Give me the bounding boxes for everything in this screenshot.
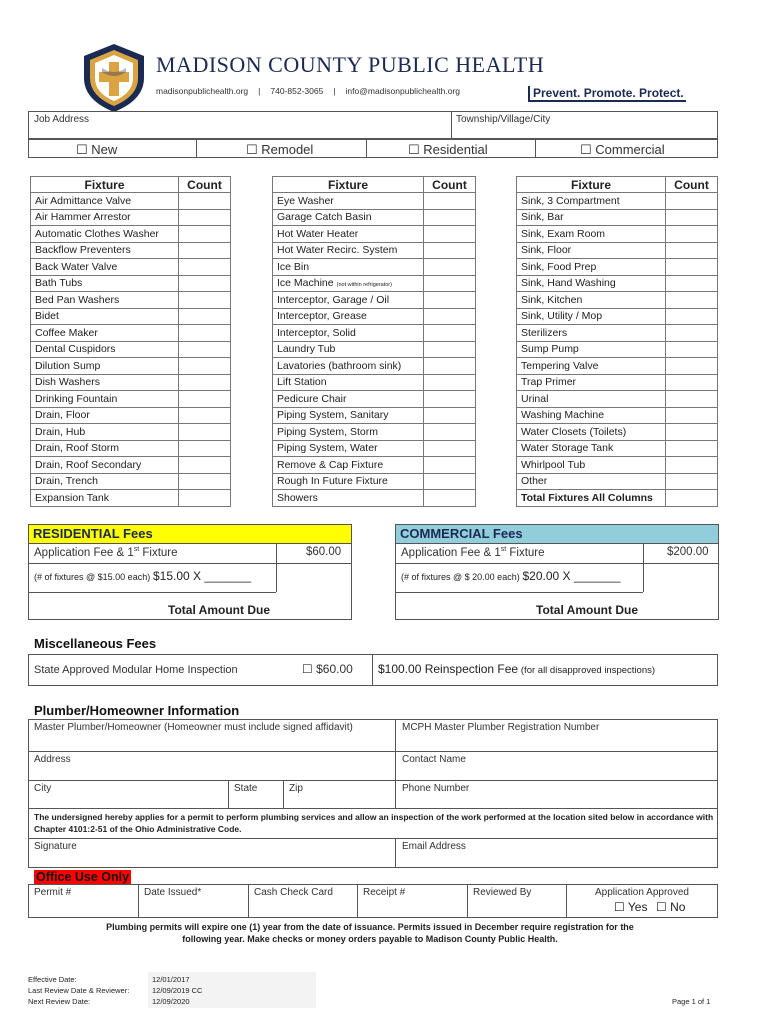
fixture-header: Fixture <box>31 177 179 193</box>
count-input[interactable] <box>666 193 718 210</box>
phone-text: 740-852-3065 <box>270 86 324 96</box>
fixture-row <box>517 308 718 325</box>
tagline: Prevent. Promote. Protect. <box>528 86 686 102</box>
address-label[interactable]: Address <box>34 754 71 765</box>
count-input[interactable] <box>179 242 231 259</box>
fixture-name: Sink, Exam Room <box>517 226 666 243</box>
fixture-row <box>31 259 231 276</box>
fixture-row <box>31 358 231 375</box>
master-plumber-label[interactable]: Master Plumber/Homeowner (Homeowner must include signed affidavit) <box>34 722 353 733</box>
total-fixtures-label: Total Fixtures All Columns <box>517 490 666 507</box>
count-input[interactable] <box>179 440 231 457</box>
count-input[interactable] <box>666 292 718 309</box>
expiration-notice: Plumbing permits will expire one (1) year from the date of issuance. Permits issued in December require registration for the following year. Make checks or money orders payable to Madison County Public Health. <box>106 922 634 944</box>
fixture-row <box>273 490 476 507</box>
fixture-row <box>517 391 718 408</box>
commercial-app-fee-label: Application Fee & 1st Fixture <box>401 546 545 559</box>
fixture-name: Drain, Roof Storm <box>31 440 179 457</box>
count-input[interactable] <box>179 391 231 408</box>
fixture-row <box>517 226 718 243</box>
total-fixtures-count[interactable] <box>666 490 718 507</box>
fixture-name: Trap Primer <box>517 374 666 391</box>
fixture-row <box>273 226 476 243</box>
payment-method-label: Cash Check Card <box>254 887 333 898</box>
fixture-name: Ice Machine (not within refrigerator) <box>273 275 424 292</box>
fixture-name: Sink, Food Prep <box>517 259 666 276</box>
organization-logo <box>78 42 150 114</box>
count-input[interactable] <box>424 308 476 325</box>
page-number: Page 1 of 1 <box>672 997 711 1006</box>
fixture-name: Drinking Fountain <box>31 391 179 408</box>
fixture-row <box>31 490 231 507</box>
fixture-name: Drain, Floor <box>31 407 179 424</box>
count-input[interactable] <box>666 308 718 325</box>
fixture-name: Whirlpool Tub <box>517 457 666 474</box>
count-input[interactable] <box>666 473 718 490</box>
fixture-name: Automatic Clothes Washer <box>31 226 179 243</box>
commercial-per-fixture[interactable]: (# of fixtures @ $ 20.00 each) $20.00 X _______ <box>401 569 621 583</box>
fixture-row <box>31 391 231 408</box>
mcph-registration-label[interactable]: MCPH Master Plumber Registration Number <box>402 722 600 733</box>
count-input[interactable] <box>666 325 718 342</box>
fixture-row <box>517 292 718 309</box>
count-input[interactable] <box>424 325 476 342</box>
signature-label[interactable]: Signature <box>34 841 77 852</box>
commercial-app-fee: $200.00 <box>667 546 709 558</box>
count-input[interactable] <box>666 341 718 358</box>
count-input[interactable] <box>179 407 231 424</box>
fixture-name: Drain, Roof Secondary <box>31 457 179 474</box>
fixture-name: Rough In Future Fixture <box>273 473 424 490</box>
fixture-name: Piping System, Storm <box>273 424 424 441</box>
fixture-row <box>31 374 231 391</box>
fixture-row <box>31 275 231 292</box>
count-input[interactable] <box>179 473 231 490</box>
count-header: Count <box>179 177 231 193</box>
reinspection-fee: $100.00 Reinspection Fee (for all disapproved inspections) <box>378 662 656 676</box>
count-input[interactable] <box>666 226 718 243</box>
fixture-header: Fixture <box>273 177 424 193</box>
fixture-row <box>517 424 718 441</box>
count-input[interactable] <box>424 193 476 210</box>
fixture-name: Ice Bin <box>273 259 424 276</box>
fixture-row <box>273 325 476 342</box>
fixture-row <box>31 424 231 441</box>
fixture-name: Drain, Trench <box>31 473 179 490</box>
fixture-name: Remove & Cap Fixture <box>273 457 424 474</box>
count-input[interactable] <box>179 209 231 226</box>
count-input[interactable] <box>179 358 231 375</box>
fixture-row <box>273 358 476 375</box>
fixture-row <box>517 440 718 457</box>
application-approved-label: Application Approved <box>595 887 689 898</box>
count-header: Count <box>666 177 718 193</box>
fixture-name: Bidet <box>31 308 179 325</box>
fixture-name: Sink, Floor <box>517 242 666 259</box>
count-input[interactable] <box>179 490 231 507</box>
fixture-table-3 <box>516 176 718 507</box>
count-input[interactable] <box>424 374 476 391</box>
count-input[interactable] <box>179 308 231 325</box>
next-review-label: Next Review Date: <box>28 997 91 1006</box>
job-address-box[interactable] <box>28 111 718 139</box>
fixture-name: Sink, Bar <box>517 209 666 226</box>
count-input[interactable] <box>666 209 718 226</box>
fixture-row <box>517 275 718 292</box>
fixture-row <box>31 440 231 457</box>
fixture-name: Washing Machine <box>517 407 666 424</box>
fixture-row <box>517 341 718 358</box>
city-label[interactable]: City <box>34 783 52 794</box>
fixture-row <box>31 341 231 358</box>
fixture-name: Water Closets (Toilets) <box>517 424 666 441</box>
fixture-row <box>31 308 231 325</box>
fixture-name: Drain, Hub <box>31 424 179 441</box>
fixture-name: Lavatories (bathroom sink) <box>273 358 424 375</box>
fixture-row <box>273 259 476 276</box>
fixture-row <box>273 341 476 358</box>
count-input[interactable] <box>666 259 718 276</box>
count-input[interactable] <box>424 440 476 457</box>
plumber-info-box <box>28 719 718 868</box>
fixture-row <box>517 242 718 259</box>
fixture-table-1 <box>30 176 231 507</box>
count-input[interactable] <box>424 424 476 441</box>
website-text: madisonpublichealth.org <box>156 86 249 96</box>
total-fixtures-row <box>517 490 718 507</box>
count-input[interactable] <box>424 292 476 309</box>
fixture-name: Interceptor, Garage / Oil <box>273 292 424 309</box>
count-input[interactable] <box>179 341 231 358</box>
fixture-row <box>517 209 718 226</box>
commercial-total-label: Total Amount Due <box>536 603 638 617</box>
fixture-row <box>31 457 231 474</box>
fixture-name: Lift Station <box>273 374 424 391</box>
email-address-label[interactable]: Email Address <box>402 841 466 852</box>
count-input[interactable] <box>666 391 718 408</box>
fixture-name: Showers <box>273 490 424 507</box>
fixture-name: Bath Tubs <box>31 275 179 292</box>
fixture-row <box>517 457 718 474</box>
count-input[interactable] <box>666 440 718 457</box>
count-input[interactable] <box>424 407 476 424</box>
fixture-name: Interceptor, Solid <box>273 325 424 342</box>
state-label[interactable]: State <box>234 783 258 794</box>
fixture-row <box>273 424 476 441</box>
contact-name-label[interactable]: Contact Name <box>402 754 466 765</box>
residential-app-fee: $60.00 <box>306 546 342 558</box>
fixture-row <box>517 374 718 391</box>
count-input[interactable] <box>179 457 231 474</box>
fixture-name: Eye Washer <box>273 193 424 210</box>
fixture-row <box>517 259 718 276</box>
count-input[interactable] <box>666 424 718 441</box>
office-use-title: Office Use Only <box>36 870 130 884</box>
fixture-row <box>273 308 476 325</box>
approved-yes-checkbox[interactable]: ☐ Yes <box>614 900 648 914</box>
date-issued-label: Date Issued* <box>144 887 202 898</box>
fixture-name: Piping System, Sanitary <box>273 407 424 424</box>
permit-number-label: Permit # <box>34 887 72 898</box>
fixture-name: Garage Catch Basin <box>273 209 424 226</box>
fixture-name: Bed Pan Washers <box>31 292 179 309</box>
fixture-row <box>31 242 231 259</box>
fixture-name: Hot Water Heater <box>273 226 424 243</box>
commercial-checkbox[interactable]: ☐ Commercial <box>580 142 665 157</box>
fixture-name: Water Storage Tank <box>517 440 666 457</box>
count-input[interactable] <box>179 325 231 342</box>
approved-no-checkbox[interactable]: ☐ No <box>656 900 686 914</box>
fixture-name: Expansion Tank <box>31 490 179 507</box>
fixture-row <box>273 242 476 259</box>
fixture-name: Interceptor, Grease <box>273 308 424 325</box>
count-input[interactable] <box>179 275 231 292</box>
fixture-name: Sink, Utility / Mop <box>517 308 666 325</box>
count-input[interactable] <box>179 193 231 210</box>
modular-inspection-checkbox[interactable]: ☐ $60.00 <box>302 662 353 676</box>
fixture-name: Sink, 3 Compartment <box>517 193 666 210</box>
organization-name: MADISON COUNTY PUBLIC HEALTH <box>156 52 545 77</box>
job-address-label: Job Address <box>34 114 90 125</box>
count-input[interactable] <box>424 275 476 292</box>
fixture-name: Sink, Hand Washing <box>517 275 666 292</box>
email-text: info@madisonpublichealth.org <box>345 86 461 96</box>
last-review-date: 12/09/2019 CC <box>152 986 203 995</box>
count-input[interactable] <box>424 259 476 276</box>
fixture-name: Piping System, Water <box>273 440 424 457</box>
count-input[interactable] <box>666 407 718 424</box>
fixture-row <box>31 193 231 210</box>
fixture-row <box>31 473 231 490</box>
count-input[interactable] <box>666 358 718 375</box>
fixture-row <box>31 325 231 342</box>
new-checkbox[interactable]: ☐ New <box>76 142 118 157</box>
fixture-row <box>273 457 476 474</box>
fixture-row <box>273 391 476 408</box>
fixture-name: Pedicure Chair <box>273 391 424 408</box>
count-input[interactable] <box>424 242 476 259</box>
count-input[interactable] <box>424 358 476 375</box>
plumber-info-title: Plumber/Homeowner Information <box>34 703 240 718</box>
fixture-row <box>517 407 718 424</box>
fixture-name: Back Water Valve <box>31 259 179 276</box>
count-input[interactable] <box>424 341 476 358</box>
count-input[interactable] <box>179 226 231 243</box>
count-input[interactable] <box>424 457 476 474</box>
fixture-name: Air Admittance Valve <box>31 193 179 210</box>
fixture-row <box>273 473 476 490</box>
fixture-name: Sump Pump <box>517 341 666 358</box>
fixture-name: Sterilizers <box>517 325 666 342</box>
zip-label[interactable]: Zip <box>289 783 303 794</box>
fixture-name: Urinal <box>517 391 666 408</box>
count-input[interactable] <box>424 391 476 408</box>
commercial-fees-title: COMMERCIAL Fees <box>396 525 718 543</box>
count-input[interactable] <box>666 242 718 259</box>
count-input[interactable] <box>179 374 231 391</box>
effective-date-label: Effective Date: <box>28 975 77 984</box>
count-input[interactable] <box>424 209 476 226</box>
fixture-row <box>273 407 476 424</box>
fixture-header: Fixture <box>517 177 666 193</box>
fixture-name: Sink, Kitchen <box>517 292 666 309</box>
fixture-name: Tempering Valve <box>517 358 666 375</box>
residential-checkbox[interactable]: ☐ Residential <box>408 142 488 157</box>
fixture-row <box>273 209 476 226</box>
residential-total-label: Total Amount Due <box>168 603 270 617</box>
fixture-row <box>31 226 231 243</box>
fixture-table-2 <box>272 176 476 507</box>
misc-fees-title: Miscellaneous Fees <box>34 636 157 651</box>
contact-line: madisonpublichealth.org | 740-852-3065 | info@madisonpublichealth.org <box>156 86 461 96</box>
next-review-date: 12/09/2020 <box>152 997 190 1006</box>
fixture-row <box>517 193 718 210</box>
phone-number-label[interactable]: Phone Number <box>402 783 470 794</box>
count-input[interactable] <box>179 424 231 441</box>
modular-inspection-label: State Approved Modular Home Inspection <box>34 664 238 676</box>
fixture-name: Dilution Sump <box>31 358 179 375</box>
count-header: Count <box>424 177 476 193</box>
fixture-row <box>273 193 476 210</box>
fixture-name: Backflow Preventers <box>31 242 179 259</box>
residential-app-fee-label: Application Fee & 1st Fixture <box>34 546 178 559</box>
fixture-row <box>273 292 476 309</box>
fixture-row <box>31 209 231 226</box>
remodel-checkbox[interactable]: ☐ Remodel <box>246 142 314 157</box>
count-input[interactable] <box>179 259 231 276</box>
fixture-row <box>517 473 718 490</box>
fixture-name: Dish Washers <box>31 374 179 391</box>
receipt-number-label: Receipt # <box>363 887 406 898</box>
fixture-name: Hot Water Recirc. System <box>273 242 424 259</box>
count-input[interactable] <box>666 275 718 292</box>
declaration-text: The undersigned hereby applies for a permit to perform plumbing services and allow an inspection of the work performed at the location sited below in accordance with Chapter 4101:2-51 of the Ohio Administrative Code. <box>34 812 714 834</box>
fixture-name: Coffee Maker <box>31 325 179 342</box>
fixture-row <box>517 325 718 342</box>
count-input[interactable] <box>666 457 718 474</box>
fixture-row <box>273 374 476 391</box>
fixture-row <box>273 275 476 292</box>
fixture-row <box>31 292 231 309</box>
residential-fees-title: RESIDENTIAL Fees <box>29 525 351 543</box>
fixture-name: Laundry Tub <box>273 341 424 358</box>
fixture-row <box>31 407 231 424</box>
residential-per-fixture[interactable]: (# of fixtures @ $15.00 each) $15.00 X _______ <box>34 569 252 583</box>
count-input[interactable] <box>179 292 231 309</box>
fixture-name: Dental Cuspidors <box>31 341 179 358</box>
reviewed-by-label: Reviewed By <box>473 887 532 898</box>
count-input[interactable] <box>666 374 718 391</box>
fixture-name: Other <box>517 473 666 490</box>
fixture-name: Air Hammer Arrestor <box>31 209 179 226</box>
count-input[interactable] <box>424 490 476 507</box>
count-input[interactable] <box>424 473 476 490</box>
last-review-label: Last Review Date & Reviewer: <box>28 986 130 995</box>
fixture-row <box>517 358 718 375</box>
effective-date: 12/01/2017 <box>152 975 190 984</box>
fixture-row <box>273 440 476 457</box>
count-input[interactable] <box>424 226 476 243</box>
township-label: Township/Village/City <box>456 114 551 125</box>
